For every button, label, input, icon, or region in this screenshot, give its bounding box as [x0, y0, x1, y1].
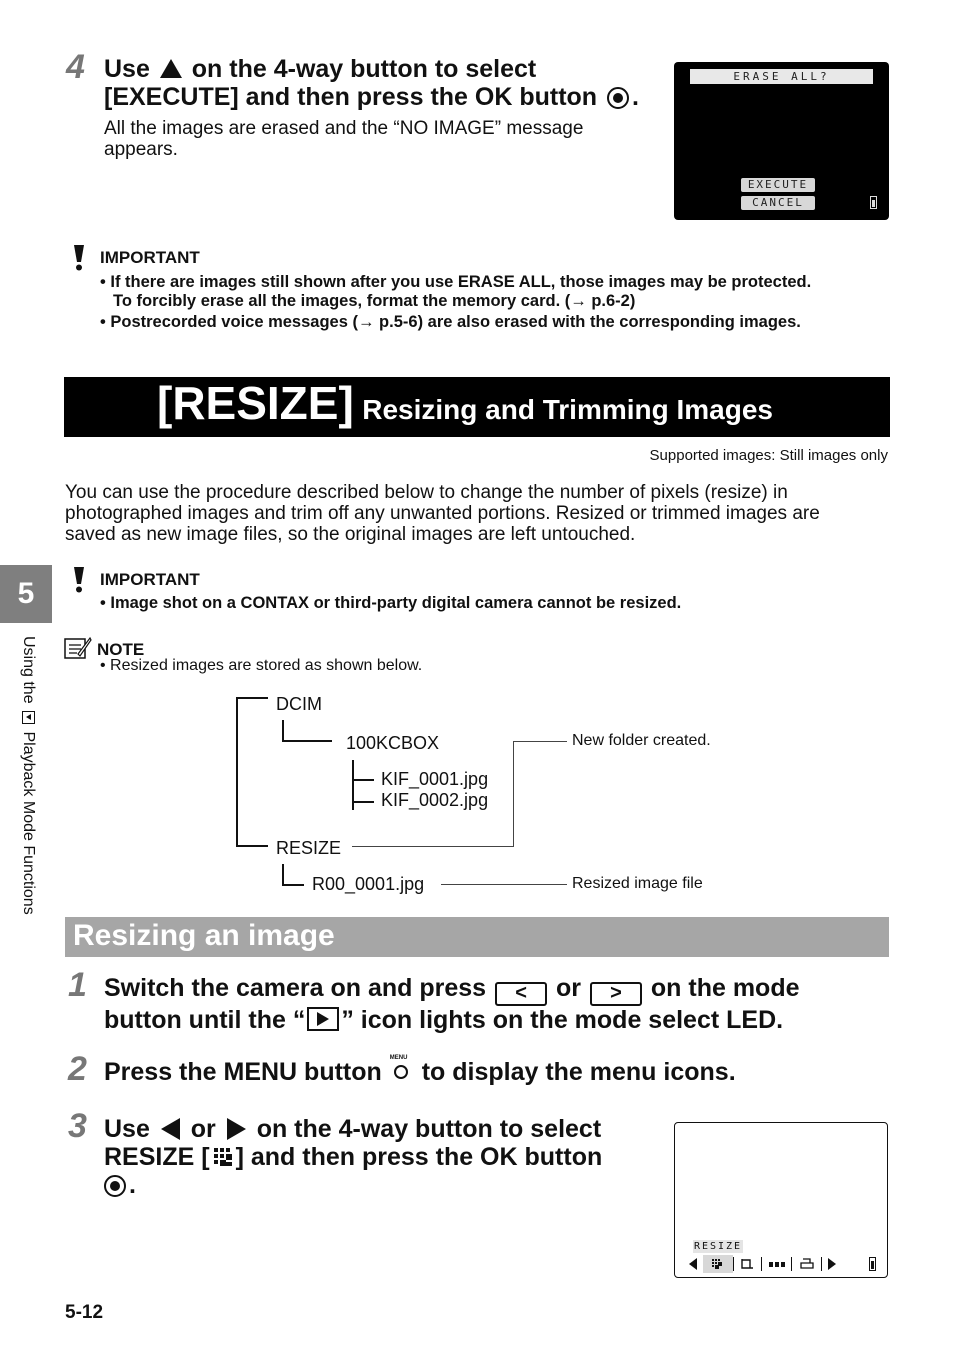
ok-button-icon: [104, 1175, 126, 1197]
battery-icon: [870, 196, 877, 209]
note-title: NOTE: [97, 640, 145, 659]
cancel-option: CANCEL: [741, 196, 815, 210]
note-icon: [64, 636, 92, 660]
lcd-divider: [761, 1257, 762, 1271]
section-title: [RESIZE] Resizing and Trimming Images: [157, 377, 773, 429]
ok-button-icon: [607, 87, 629, 109]
callout-line: [513, 741, 567, 742]
callout-new-folder: New folder created.: [572, 732, 711, 749]
important-title: IMPORTANT: [100, 570, 200, 589]
mode-right-button-icon: >: [590, 982, 642, 1006]
important-bullet: • Postrecorded voice messages (→ p.5-6) are also erased with the corresponding images.: [100, 313, 801, 331]
lcd-right-arrow-icon: [828, 1258, 836, 1270]
lcd-left-arrow-icon: [689, 1258, 697, 1270]
tree-line: [282, 884, 304, 886]
tree-dcim: DCIM: [276, 694, 322, 714]
resize-icon: [212, 1146, 234, 1168]
lcd-title: ERASE ALL?: [690, 69, 873, 84]
battery-icon: [869, 1257, 876, 1271]
subsection-title: Resizing an image: [73, 919, 335, 952]
callout-line: [441, 884, 567, 885]
playback-mode-icon: [307, 1007, 339, 1031]
lcd-divider: [821, 1257, 822, 1271]
execute-option: EXECUTE: [741, 178, 815, 192]
callout-line: [513, 741, 514, 846]
lcd-resize-label: RESIZE: [693, 1241, 743, 1252]
lcd-resize-menu-icon: [703, 1255, 733, 1273]
important-bullet: • Image shot on a CONTAX or third-party digital camera cannot be resized.: [100, 594, 682, 612]
right-arrow-icon: [227, 1118, 246, 1140]
lcd-print-icon: [798, 1257, 816, 1271]
important-bullet-continued: To forcibly erase all the images, format the memory card. (→ p.6-2): [113, 292, 636, 310]
tree-line: [352, 779, 374, 781]
important-bullet: • If there are images still shown after you use ERASE ALL, those images may be protected.: [100, 273, 812, 291]
tree-resized-file: R00_0001.jpg: [312, 874, 425, 894]
tree-file: KIF_0002.jpg: [381, 790, 489, 810]
callout-line: [352, 846, 514, 847]
tree-resize-folder: RESIZE: [276, 838, 342, 858]
important-icon: [70, 566, 88, 594]
sidebar-chapter-title: Using the Playback Mode Functions: [20, 636, 37, 915]
step3-text: Use or on the 4-way button to select RESIZE [ ] and then press the OK button .: [104, 1115, 603, 1199]
chapter-tab: [0, 565, 52, 623]
lcd-divider: [791, 1257, 792, 1271]
left-arrow-icon: [161, 1118, 180, 1140]
step4-description: All the images are erased and the “NO IMAGE” message appears.: [104, 118, 584, 160]
mode-left-button-icon: <: [495, 982, 547, 1006]
page-number: 5-12: [65, 1302, 104, 1323]
lcd-erase-all-screen: [674, 62, 889, 220]
chapter-number: 5: [17, 577, 35, 610]
lcd-menu-screen: [674, 1122, 888, 1278]
step-number: 1: [68, 966, 87, 1004]
important-title: IMPORTANT: [100, 248, 200, 267]
note-bullet: • Resized images are stored as shown below.: [100, 657, 423, 674]
tree-line: [282, 720, 284, 742]
step-number: 2: [68, 1050, 87, 1088]
tree-line: [236, 845, 268, 847]
lcd-divider: [733, 1257, 734, 1271]
step-number: 4: [66, 48, 85, 86]
tree-line: [282, 740, 332, 742]
step1-text: Switch the camera on and press < or > on the mode button until the “ ” icon lights on the mode select LED.: [104, 974, 800, 1034]
lcd-index-icon: [767, 1257, 789, 1271]
step-number: 3: [68, 1107, 87, 1145]
section-title-bar: [64, 377, 890, 437]
supported-images: Supported images: Still images only: [649, 447, 888, 464]
up-arrow-icon: [160, 59, 182, 78]
intro-paragraph: You can use the procedure described below to change the number of pixels (resize) in photographed images and trim off any unwanted portions. Resized or trimmed images are saved as new image files, so the original images are left untouched.: [65, 482, 820, 545]
menu-button-icon: MENU: [392, 1058, 412, 1084]
step2-text: Press the MENU button MENU to display the menu icons.: [104, 1055, 736, 1086]
subsection-title-bar: [65, 917, 889, 957]
tree-folder: 100KCBOX: [346, 733, 440, 753]
tree-file: KIF_0001.jpg: [381, 769, 489, 789]
lcd-trim-icon: [739, 1257, 757, 1271]
tree-line: [236, 697, 238, 847]
important-icon: [70, 244, 88, 272]
tree-line: [282, 864, 284, 886]
callout-resized-file: Resized image file: [572, 875, 703, 892]
tree-line: [352, 801, 374, 803]
playback-menu-icon: [22, 711, 35, 724]
tree-line: [236, 697, 268, 699]
step4-heading: Use on the 4-way button to select [EXECUTE] and then press the OK button .: [104, 55, 639, 111]
